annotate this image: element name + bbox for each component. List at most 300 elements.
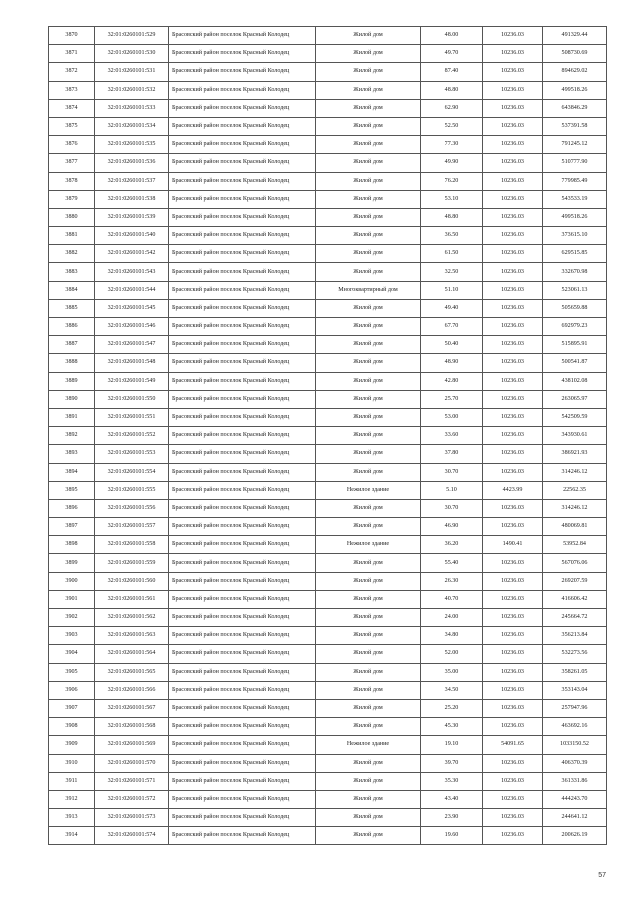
address-cell: Брасовский район поселок Красный Колодец: [169, 427, 316, 445]
object-type-cell: Нежилое здание: [316, 536, 421, 554]
cadastral-value-cell: 567076.06: [543, 554, 607, 572]
object-type-cell: Жилой дом: [316, 627, 421, 645]
address-cell: Брасовский район поселок Красный Колодец: [169, 318, 316, 336]
object-type-cell: Жилой дом: [316, 681, 421, 699]
cadastral-value-cell: 543533.19: [543, 190, 607, 208]
cadastral-number-cell: 32:01:0260101:545: [95, 299, 169, 317]
table-row: [49, 590, 607, 608]
cadastral-number-cell: 32:01:0260101:535: [95, 136, 169, 154]
cadastral-value-cell: 386921.93: [543, 445, 607, 463]
specific-value-cell: 10236.03: [483, 572, 543, 590]
row-number-cell: 3913: [49, 809, 95, 827]
specific-value-cell: 10236.03: [483, 754, 543, 772]
specific-value-cell: 10236.03: [483, 136, 543, 154]
object-type-cell: Жилой дом: [316, 318, 421, 336]
address-cell: Брасовский район поселок Красный Колодец: [169, 45, 316, 63]
cadastral-value-cell: 444243.70: [543, 790, 607, 808]
row-number-cell: 3873: [49, 81, 95, 99]
cadastral-value-cell: 416606.42: [543, 590, 607, 608]
row-number-cell: 3870: [49, 27, 95, 45]
row-number-cell: 3906: [49, 681, 95, 699]
specific-value-cell: 10236.03: [483, 681, 543, 699]
specific-value-cell: 10236.03: [483, 499, 543, 517]
object-type-cell: Жилой дом: [316, 427, 421, 445]
table-row: [49, 263, 607, 281]
area-cell: 30.70: [421, 499, 483, 517]
area-cell: 36.20: [421, 536, 483, 554]
specific-value-cell: 10236.03: [483, 154, 543, 172]
table-row: [49, 318, 607, 336]
specific-value-cell: 10236.03: [483, 609, 543, 627]
table-row: [49, 827, 607, 845]
cadastral-number-cell: 32:01:0260101:531: [95, 63, 169, 81]
object-type-cell: Жилой дом: [316, 645, 421, 663]
address-cell: Брасовский район поселок Красный Колодец: [169, 299, 316, 317]
cadastral-number-cell: 32:01:0260101:549: [95, 372, 169, 390]
object-type-cell: Жилой дом: [316, 554, 421, 572]
area-cell: 87.40: [421, 63, 483, 81]
area-cell: 42.80: [421, 372, 483, 390]
row-number-cell: 3875: [49, 117, 95, 135]
cadastral-number-cell: 32:01:0260101:562: [95, 609, 169, 627]
table-row: [49, 408, 607, 426]
row-number-cell: 3910: [49, 754, 95, 772]
specific-value-cell: 10236.03: [483, 172, 543, 190]
area-cell: 48.80: [421, 81, 483, 99]
cadastral-number-cell: 32:01:0260101:543: [95, 263, 169, 281]
table-row: [49, 518, 607, 536]
specific-value-cell: 10236.03: [483, 645, 543, 663]
cadastral-value-cell: 257947.96: [543, 699, 607, 717]
cadastral-number-cell: 32:01:0260101:573: [95, 809, 169, 827]
cadastral-value-cell: 499518.26: [543, 81, 607, 99]
area-cell: 34.80: [421, 627, 483, 645]
cadastral-number-cell: 32:01:0260101:565: [95, 663, 169, 681]
row-number-cell: 3891: [49, 408, 95, 426]
table-body: [49, 27, 607, 845]
cadastral-value-cell: 510777.90: [543, 154, 607, 172]
table-row: [49, 190, 607, 208]
specific-value-cell: 10236.03: [483, 190, 543, 208]
cadastral-number-cell: 32:01:0260101:532: [95, 81, 169, 99]
table-row: [49, 390, 607, 408]
cadastral-number-cell: 32:01:0260101:554: [95, 463, 169, 481]
table-row: [49, 681, 607, 699]
table-row: [49, 81, 607, 99]
object-type-cell: Жилой дом: [316, 208, 421, 226]
area-cell: 52.00: [421, 645, 483, 663]
address-cell: Брасовский район поселок Красный Колодец: [169, 154, 316, 172]
area-cell: 52.50: [421, 117, 483, 135]
area-cell: 48.90: [421, 354, 483, 372]
cadastral-value-cell: 353143.04: [543, 681, 607, 699]
cadastral-number-cell: 32:01:0260101:533: [95, 99, 169, 117]
object-type-cell: Жилой дом: [316, 663, 421, 681]
table-row: [49, 699, 607, 717]
specific-value-cell: 10236.03: [483, 518, 543, 536]
cadastral-value-cell: 643846.29: [543, 99, 607, 117]
cadastral-value-cell: 779985.49: [543, 172, 607, 190]
cadastral-number-cell: 32:01:0260101:546: [95, 318, 169, 336]
row-number-cell: 3878: [49, 172, 95, 190]
table-row: [49, 45, 607, 63]
table-row: [49, 445, 607, 463]
object-type-cell: Жилой дом: [316, 790, 421, 808]
area-cell: 45.30: [421, 718, 483, 736]
object-type-cell: Жилой дом: [316, 463, 421, 481]
object-type-cell: Жилой дом: [316, 99, 421, 117]
address-cell: Брасовский район поселок Красный Колодец: [169, 63, 316, 81]
table-row: [49, 790, 607, 808]
address-cell: Брасовский район поселок Красный Колодец: [169, 190, 316, 208]
address-cell: Брасовский район поселок Красный Колодец: [169, 390, 316, 408]
cadastral-number-cell: 32:01:0260101:537: [95, 172, 169, 190]
cadastral-value-cell: 523061.13: [543, 281, 607, 299]
specific-value-cell: 10236.03: [483, 81, 543, 99]
table-row: [49, 245, 607, 263]
address-cell: Брасовский район поселок Красный Колодец: [169, 663, 316, 681]
address-cell: Брасовский район поселок Красный Колодец: [169, 281, 316, 299]
area-cell: 46.90: [421, 518, 483, 536]
cadastral-registry-table: [48, 26, 607, 845]
specific-value-cell: 10236.03: [483, 445, 543, 463]
cadastral-value-cell: 491329.44: [543, 27, 607, 45]
cadastral-number-cell: 32:01:0260101:560: [95, 572, 169, 590]
address-cell: Брасовский район поселок Красный Колодец: [169, 136, 316, 154]
address-cell: Брасовский район поселок Красный Колодец: [169, 208, 316, 226]
row-number-cell: 3885: [49, 299, 95, 317]
specific-value-cell: 10236.03: [483, 227, 543, 245]
area-cell: 49.70: [421, 45, 483, 63]
row-number-cell: 3901: [49, 590, 95, 608]
area-cell: 62.90: [421, 99, 483, 117]
address-cell: Брасовский район поселок Красный Колодец: [169, 718, 316, 736]
cadastral-number-cell: 32:01:0260101:547: [95, 336, 169, 354]
table-row: [49, 117, 607, 135]
table-row: [49, 281, 607, 299]
object-type-cell: Жилой дом: [316, 772, 421, 790]
object-type-cell: Жилой дом: [316, 499, 421, 517]
cadastral-value-cell: 692979.23: [543, 318, 607, 336]
object-type-cell: Жилой дом: [316, 81, 421, 99]
table-row: [49, 609, 607, 627]
object-type-cell: Жилой дом: [316, 718, 421, 736]
object-type-cell: Жилой дом: [316, 45, 421, 63]
address-cell: Брасовский район поселок Красный Колодец: [169, 481, 316, 499]
address-cell: Брасовский район поселок Красный Колодец: [169, 263, 316, 281]
cadastral-value-cell: 542509.59: [543, 408, 607, 426]
object-type-cell: Жилой дом: [316, 827, 421, 845]
specific-value-cell: 10236.03: [483, 117, 543, 135]
address-cell: Брасовский район поселок Красный Колодец: [169, 372, 316, 390]
specific-value-cell: 10236.03: [483, 27, 543, 45]
cadastral-number-cell: 32:01:0260101:551: [95, 408, 169, 426]
row-number-cell: 3889: [49, 372, 95, 390]
row-number-cell: 3880: [49, 208, 95, 226]
row-number-cell: 3879: [49, 190, 95, 208]
object-type-cell: Жилой дом: [316, 227, 421, 245]
cadastral-value-cell: 356213.84: [543, 627, 607, 645]
object-type-cell: Нежилое здание: [316, 481, 421, 499]
address-cell: Брасовский район поселок Красный Колодец: [169, 336, 316, 354]
area-cell: 19.60: [421, 827, 483, 845]
area-cell: 34.50: [421, 681, 483, 699]
specific-value-cell: 10236.03: [483, 718, 543, 736]
row-number-cell: 3898: [49, 536, 95, 554]
area-cell: 43.40: [421, 790, 483, 808]
specific-value-cell: 10236.03: [483, 245, 543, 263]
row-number-cell: 3894: [49, 463, 95, 481]
specific-value-cell: 10236.03: [483, 336, 543, 354]
area-cell: 23.90: [421, 809, 483, 827]
area-cell: 25.70: [421, 390, 483, 408]
address-cell: Брасовский район поселок Красный Колодец: [169, 754, 316, 772]
row-number-cell: 3881: [49, 227, 95, 245]
cadastral-value-cell: 532273.56: [543, 645, 607, 663]
table-row: [49, 136, 607, 154]
address-cell: Брасовский район поселок Красный Колодец: [169, 554, 316, 572]
specific-value-cell: 10236.03: [483, 208, 543, 226]
address-cell: Брасовский район поселок Красный Колодец: [169, 408, 316, 426]
address-cell: Брасовский район поселок Красный Колодец: [169, 172, 316, 190]
object-type-cell: Жилой дом: [316, 117, 421, 135]
cadastral-number-cell: 32:01:0260101:574: [95, 827, 169, 845]
cadastral-number-cell: 32:01:0260101:538: [95, 190, 169, 208]
table-row: [49, 481, 607, 499]
table-row: [49, 772, 607, 790]
area-cell: 33.60: [421, 427, 483, 445]
address-cell: Брасовский район поселок Красный Колодец: [169, 445, 316, 463]
cadastral-number-cell: 32:01:0260101:567: [95, 699, 169, 717]
row-number-cell: 3883: [49, 263, 95, 281]
specific-value-cell: 10236.03: [483, 408, 543, 426]
table-row: [49, 554, 607, 572]
cadastral-number-cell: 32:01:0260101:572: [95, 790, 169, 808]
object-type-cell: Нежилое здание: [316, 736, 421, 754]
row-number-cell: 3903: [49, 627, 95, 645]
table-row: [49, 372, 607, 390]
area-cell: 37.80: [421, 445, 483, 463]
specific-value-cell: 10236.03: [483, 827, 543, 845]
cadastral-number-cell: 32:01:0260101:536: [95, 154, 169, 172]
cadastral-number-cell: 32:01:0260101:542: [95, 245, 169, 263]
table-row: [49, 208, 607, 226]
cadastral-value-cell: 200626.19: [543, 827, 607, 845]
area-cell: 19.10: [421, 736, 483, 754]
area-cell: 61.50: [421, 245, 483, 263]
cadastral-number-cell: 32:01:0260101:566: [95, 681, 169, 699]
table-row: [49, 754, 607, 772]
table-row: [49, 227, 607, 245]
cadastral-value-cell: 358261.05: [543, 663, 607, 681]
cadastral-value-cell: 332670.98: [543, 263, 607, 281]
address-cell: Брасовский район поселок Красный Колодец: [169, 536, 316, 554]
specific-value-cell: 1490.41: [483, 536, 543, 554]
specific-value-cell: 10236.03: [483, 663, 543, 681]
cadastral-value-cell: 894629.02: [543, 63, 607, 81]
cadastral-number-cell: 32:01:0260101:563: [95, 627, 169, 645]
specific-value-cell: 10236.03: [483, 390, 543, 408]
cadastral-number-cell: 32:01:0260101:569: [95, 736, 169, 754]
cadastral-value-cell: 406370.39: [543, 754, 607, 772]
table-row: [49, 663, 607, 681]
table-row: [49, 63, 607, 81]
table-row: [49, 354, 607, 372]
cadastral-number-cell: 32:01:0260101:552: [95, 427, 169, 445]
area-cell: 53.10: [421, 190, 483, 208]
address-cell: Брасовский район поселок Красный Колодец: [169, 227, 316, 245]
specific-value-cell: 10236.03: [483, 281, 543, 299]
table-row: [49, 336, 607, 354]
cadastral-number-cell: 32:01:0260101:553: [95, 445, 169, 463]
cadastral-number-cell: 32:01:0260101:534: [95, 117, 169, 135]
cadastral-value-cell: 629515.85: [543, 245, 607, 263]
specific-value-cell: 10236.03: [483, 772, 543, 790]
cadastral-value-cell: 314246.12: [543, 499, 607, 517]
cadastral-number-cell: 32:01:0260101:564: [95, 645, 169, 663]
object-type-cell: Жилой дом: [316, 154, 421, 172]
specific-value-cell: 10236.03: [483, 790, 543, 808]
row-number-cell: 3884: [49, 281, 95, 299]
specific-value-cell: 10236.03: [483, 463, 543, 481]
cadastral-value-cell: 480069.81: [543, 518, 607, 536]
object-type-cell: Многоквартирный дом: [316, 281, 421, 299]
cadastral-value-cell: 500541.87: [543, 354, 607, 372]
object-type-cell: Жилой дом: [316, 172, 421, 190]
cadastral-value-cell: 463692.16: [543, 718, 607, 736]
cadastral-number-cell: 32:01:0260101:539: [95, 208, 169, 226]
cadastral-value-cell: 263065.97: [543, 390, 607, 408]
specific-value-cell: 10236.03: [483, 809, 543, 827]
table-row: [49, 809, 607, 827]
object-type-cell: Жилой дом: [316, 299, 421, 317]
cadastral-value-cell: 1033150.52: [543, 736, 607, 754]
row-number-cell: 3897: [49, 518, 95, 536]
row-number-cell: 3886: [49, 318, 95, 336]
cadastral-value-cell: 245664.72: [543, 609, 607, 627]
area-cell: 48.80: [421, 208, 483, 226]
row-number-cell: 3895: [49, 481, 95, 499]
table-row: [49, 536, 607, 554]
cadastral-value-cell: 361331.86: [543, 772, 607, 790]
page-number: 57: [598, 872, 606, 879]
address-cell: Брасовский район поселок Красный Колодец: [169, 609, 316, 627]
object-type-cell: Жилой дом: [316, 809, 421, 827]
area-cell: 30.70: [421, 463, 483, 481]
specific-value-cell: 10236.03: [483, 627, 543, 645]
address-cell: Брасовский район поселок Красный Колодец: [169, 736, 316, 754]
object-type-cell: Жилой дом: [316, 336, 421, 354]
object-type-cell: Жилой дом: [316, 354, 421, 372]
table-row: [49, 427, 607, 445]
cadastral-value-cell: 22562.35: [543, 481, 607, 499]
row-number-cell: 3871: [49, 45, 95, 63]
row-number-cell: 3914: [49, 827, 95, 845]
table-row: [49, 736, 607, 754]
area-cell: 5.10: [421, 481, 483, 499]
row-number-cell: 3904: [49, 645, 95, 663]
address-cell: Брасовский район поселок Красный Колодец: [169, 354, 316, 372]
specific-value-cell: 10236.03: [483, 45, 543, 63]
area-cell: 24.00: [421, 609, 483, 627]
object-type-cell: Жилой дом: [316, 609, 421, 627]
specific-value-cell: 10236.03: [483, 318, 543, 336]
row-number-cell: 3877: [49, 154, 95, 172]
row-number-cell: 3912: [49, 790, 95, 808]
cadastral-number-cell: 32:01:0260101:550: [95, 390, 169, 408]
row-number-cell: 3905: [49, 663, 95, 681]
specific-value-cell: 4423.99: [483, 481, 543, 499]
row-number-cell: 3902: [49, 609, 95, 627]
specific-value-cell: 10236.03: [483, 63, 543, 81]
object-type-cell: Жилой дом: [316, 263, 421, 281]
address-cell: Брасовский район поселок Красный Колодец: [169, 590, 316, 608]
row-number-cell: 3872: [49, 63, 95, 81]
specific-value-cell: 10236.03: [483, 372, 543, 390]
row-number-cell: 3876: [49, 136, 95, 154]
row-number-cell: 3888: [49, 354, 95, 372]
table-row: [49, 645, 607, 663]
area-cell: 77.30: [421, 136, 483, 154]
cadastral-value-cell: 314246.12: [543, 463, 607, 481]
cadastral-value-cell: 343930.61: [543, 427, 607, 445]
object-type-cell: Жилой дом: [316, 390, 421, 408]
cadastral-number-cell: 32:01:0260101:555: [95, 481, 169, 499]
object-type-cell: Жилой дом: [316, 245, 421, 263]
object-type-cell: Жилой дом: [316, 572, 421, 590]
row-number-cell: 3899: [49, 554, 95, 572]
cadastral-value-cell: 499518.26: [543, 208, 607, 226]
table-row: [49, 27, 607, 45]
specific-value-cell: 10236.03: [483, 554, 543, 572]
address-cell: Брасовский район поселок Красный Колодец: [169, 245, 316, 263]
area-cell: 25.20: [421, 699, 483, 717]
table-row: [49, 154, 607, 172]
area-cell: 50.40: [421, 336, 483, 354]
table-row: [49, 463, 607, 481]
address-cell: Брасовский район поселок Красный Колодец: [169, 463, 316, 481]
cadastral-value-cell: 269207.59: [543, 572, 607, 590]
address-cell: Брасовский район поселок Красный Колодец: [169, 699, 316, 717]
specific-value-cell: 10236.03: [483, 263, 543, 281]
row-number-cell: 3907: [49, 699, 95, 717]
address-cell: Брасовский район поселок Красный Колодец: [169, 99, 316, 117]
cadastral-number-cell: 32:01:0260101:570: [95, 754, 169, 772]
row-number-cell: 3887: [49, 336, 95, 354]
area-cell: 26.30: [421, 572, 483, 590]
specific-value-cell: 10236.03: [483, 299, 543, 317]
cadastral-value-cell: 438102.08: [543, 372, 607, 390]
object-type-cell: Жилой дом: [316, 699, 421, 717]
address-cell: Брасовский район поселок Красный Колодец: [169, 81, 316, 99]
area-cell: 76.20: [421, 172, 483, 190]
object-type-cell: Жилой дом: [316, 445, 421, 463]
row-number-cell: 3900: [49, 572, 95, 590]
row-number-cell: 3882: [49, 245, 95, 263]
object-type-cell: Жилой дом: [316, 590, 421, 608]
address-cell: Брасовский район поселок Красный Колодец: [169, 827, 316, 845]
cadastral-number-cell: 32:01:0260101:540: [95, 227, 169, 245]
object-type-cell: Жилой дом: [316, 27, 421, 45]
row-number-cell: 3874: [49, 99, 95, 117]
area-cell: 48.00: [421, 27, 483, 45]
address-cell: Брасовский район поселок Красный Колодец: [169, 627, 316, 645]
cadastral-number-cell: 32:01:0260101:571: [95, 772, 169, 790]
cadastral-number-cell: 32:01:0260101:557: [95, 518, 169, 536]
cadastral-number-cell: 32:01:0260101:544: [95, 281, 169, 299]
specific-value-cell: 54091.65: [483, 736, 543, 754]
area-cell: 49.40: [421, 299, 483, 317]
